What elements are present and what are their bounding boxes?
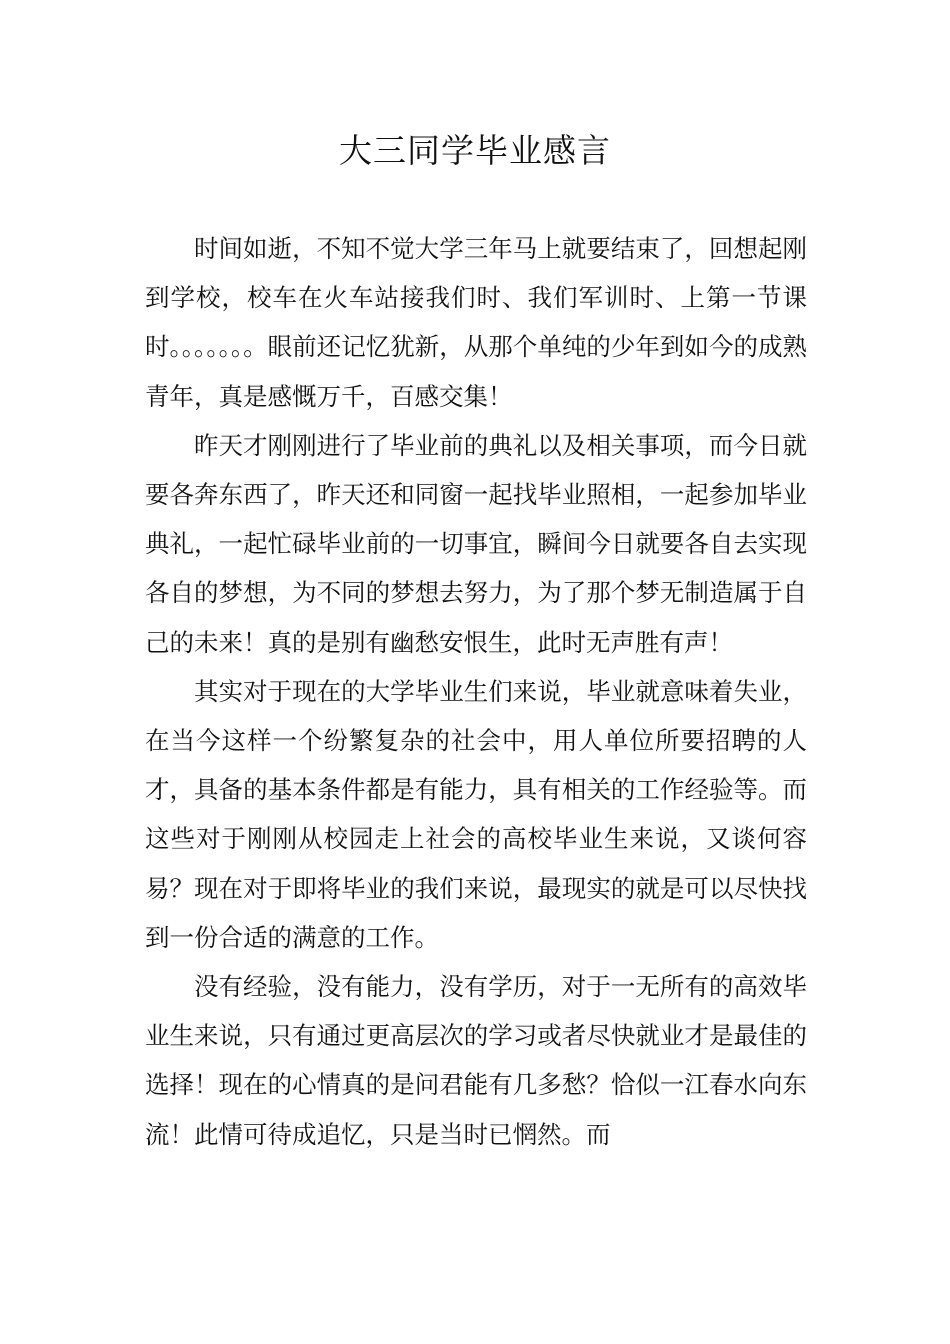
paragraph-4: 没有经验，没有能力，没有学历，对于一无所有的高效毕业生来说，只有通过更高层次的学习或者尽快就业才是最佳的选择！现在的心情真的是问君能有几多愁？恰似一江春水向东流！此情可待成追忆，只是当时已惘然。而 [145, 972, 807, 1149]
paragraph-1: 时间如逝，不知不觉大学三年马上就要结束了，回想起刚到学校，校车在火车站接我们时、我们军训时、上第一节课时。。。。。。。眼前还记忆犹新，从那个单纯的少年到如今的成熟青年，真是感慨万千，百感交集！ [145, 234, 807, 411]
document-body [145, 224, 807, 1159]
paragraph-3: 其实对于现在的大学毕业生们来说，毕业就意味着失业，在当今这样一个纷繁复杂的社会中，用人单位所要招聘的人才，具备的基本条件都是有能力，具有相关的工作经验等。而这些对于刚刚从校园走上社会的高校毕业生来说，又谈何容易？现在对于即将毕业的我们来说，最现实的就是可以尽快找到一份合适的满意的工作。 [145, 676, 807, 952]
paragraph-2: 昨天才刚刚进行了毕业前的典礼以及相关事项，而今日就要各奔东西了，昨天还和同窗一起找毕业照相，一起参加毕业典礼，一起忙碌毕业前的一切事宜，瞬间今日就要各自去实现各自的梦想，为不同的梦想去努力，为了那个梦无制造属于自己的未来！真的是别有幽愁安恨生，此时无声胜有声！ [145, 430, 807, 657]
document-title: 大三同学毕业感言 [339, 131, 611, 170]
